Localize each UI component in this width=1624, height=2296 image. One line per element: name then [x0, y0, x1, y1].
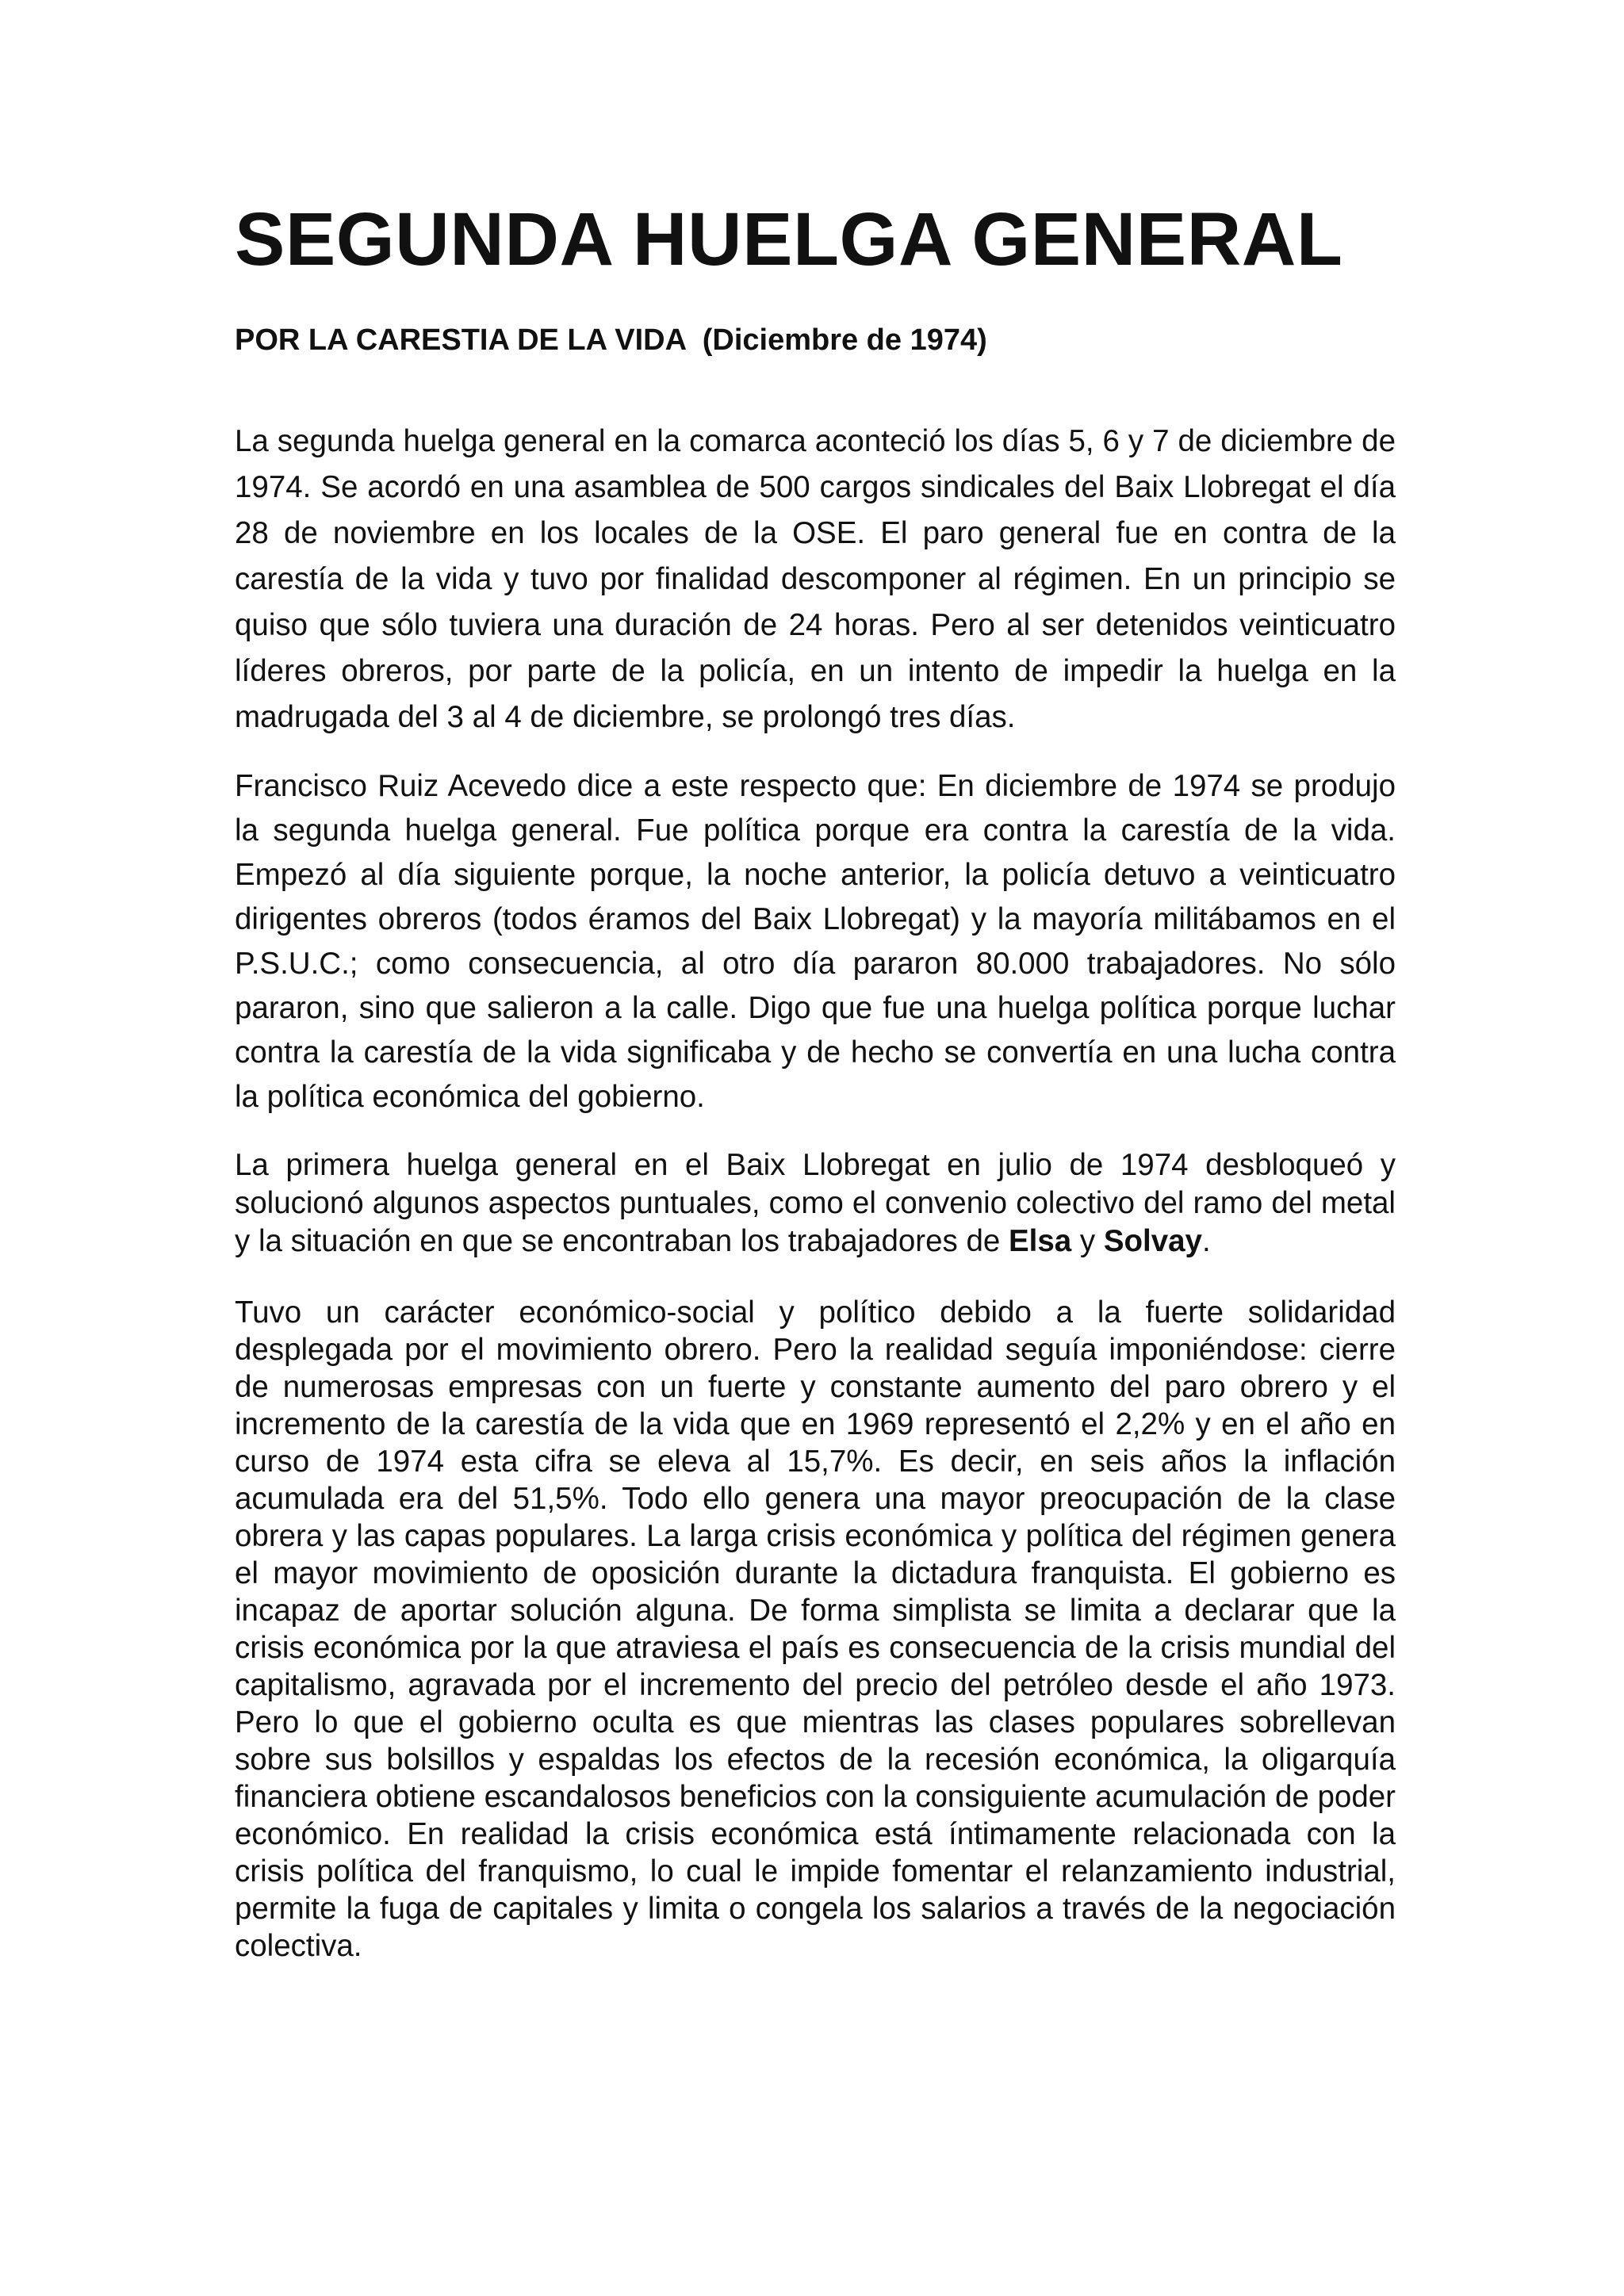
company-solvay: Solvay	[1103, 1224, 1202, 1259]
company-elsa: Elsa	[1008, 1224, 1072, 1259]
paragraph-2: Francisco Ruiz Acevedo dice a este respecto que: En diciembre de 1974 se produjo la segunda huelga general. Fue política porque era contra la carestía de la vida. Empezó al día siguiente porque, la noche anterior, la policía detuvo a veinticuatro dirigentes obreros (todos éramos del Baix Llobregat) y la mayoría militábamos en el P.S.U.C.; como consecuencia, al otro día pararon 80.000 trabajadores. No sólo pararon, sino que salieron a la calle. Digo que fue una huelga política porque luchar contra la carestía de la vida significaba y de hecho se convertía en una lucha contra la política económica del gobierno.	[235, 769, 1396, 1115]
document-page	[235, 198, 1396, 1965]
paragraph-3-text-before: La primera huelga general en el Baix Llobregat en julio de 1974 desbloqueó y solucionó algunos aspectos puntuales, como el convenio colectivo del ramo del metal y la situación en que se encontraban los trabajadores de	[235, 1148, 1396, 1259]
paragraph-4: Tuvo un carácter económico-social y político debido a la fuerte solidaridad desplegada por el movimiento obrero. Pero la realidad seguía imponiéndose: cierre de numerosas empresas con un fuerte y constante aumento del paro obrero y el incremento de la carestía de la vida que en 1969 representó el 2,2% y en el año en curso de 1974 esta cifra se eleva al 15,7%. Es decir, en seis años la inflación acumulada era del 51,5%. Todo ello genera una mayor preocupación de la clase obrera y las capas populares. La larga crisis económica y política del régimen genera el mayor movimiento de oposición durante la dictadura franquista. El gobierno es incapaz de aportar solución alguna. De forma simplista se limita a declarar que la crisis económica por la que atraviesa el país es consecuencia de la crisis mundial del capitalismo, agravada por el incremento del precio del petróleo desde el año 1973. Pero lo que el gobierno oculta es que mientras las clases populares sobrellevan sobre sus bolsillos y espaldas los efectos de la recesión económica, la oligarquía financiera obtiene escandalosos beneficios con la consiguiente acumulación de poder económico. En realidad la crisis económica está íntimamente relacionada con la crisis política del franquismo, lo cual le impide fomentar el relanzamiento industrial, permite la fuga de capitales y limita o congela los salarios a través de la negociación colectiva.	[235, 1295, 1396, 1964]
document-subtitle: POR LA CARESTIA DE LA VIDA (Diciembre de 1974)	[235, 323, 987, 357]
paragraph-3	[235, 1146, 1396, 1261]
paragraph-3-connector: y	[1071, 1224, 1104, 1259]
paragraph-1: La segunda huelga general en la comarca aconteció los días 5, 6 y 7 de diciembre de 1974. Se acordó en una asamblea de 500 cargos sindicales del Baix Llobregat el día 28 de noviembre en los locales de la OSE. El paro general fue en contra de la carestía de la vida y tuvo por finalidad descomponer al régimen. En un principio se quiso que sólo tuviera una duración de 24 horas. Pero al ser detenidos veinticuatro líderes obreros, por parte de la policía, en un intento de impedir la huelga en la madrugada del 3 al 4 de diciembre, se prolongó tres días.	[235, 424, 1396, 735]
paragraph-3-text-after: .	[1201, 1224, 1211, 1259]
document-title: SEGUNDA HUELGA GENERAL	[235, 197, 1343, 281]
